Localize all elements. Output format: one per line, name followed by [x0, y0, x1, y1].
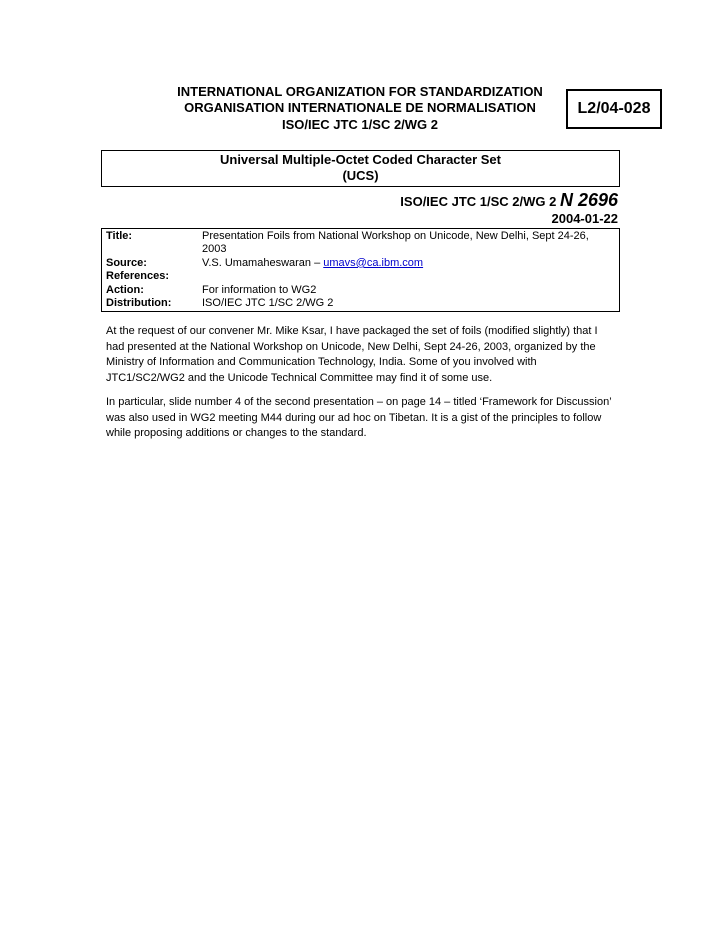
- document-code: L2/04-028: [577, 100, 651, 117]
- org-name-french: ORGANISATION INTERNATIONALE DE NORMALISATION: [184, 100, 536, 115]
- action-label: Action:: [106, 283, 144, 296]
- metadata-row-action: [106, 284, 613, 297]
- wg-document-number: [400, 189, 618, 213]
- source-email-link[interactable]: umavs@ca.ibm.com: [323, 256, 424, 269]
- references-value: [202, 270, 613, 283]
- action-value: For information to WG2: [202, 283, 317, 296]
- ucs-abbreviation: (UCS): [342, 168, 379, 183]
- wg-number: N 2696: [559, 190, 618, 210]
- ucs-title-box: [101, 150, 620, 187]
- source-name: V.S. Umamaheswaran –: [202, 256, 324, 269]
- org-name-english: INTERNATIONAL ORGANIZATION FOR STANDARDIZATION: [177, 84, 543, 99]
- metadata-table: [101, 228, 620, 312]
- wg-number-prefix: ISO/IEC JTC 1/SC 2/WG 2: [400, 194, 560, 209]
- document-code-box: [566, 89, 662, 129]
- ucs-title: Universal Multiple-Octet Coded Character Set: [219, 152, 501, 167]
- distribution-label: Distribution:: [106, 297, 172, 310]
- title-label: Title:: [106, 230, 133, 242]
- metadata-row-source: [106, 257, 613, 270]
- body-paragraph-1: At the request of our convener Mr. Mike Ksar, I have packaged the set of foils (modified slightly) that I had presented at the National Workshop on Unicode, New Delhi, Sept 24-26, 2003, organized by the Ministry of Information and Communication Technology, India. Some of you involved with JTC1/SC2/WG2 and the Unicode Technical Committee may find it of some use.: [106, 325, 598, 384]
- committee-name: ISO/IEC JTC 1/SC 2/WG 2: [281, 117, 439, 132]
- distribution-value: ISO/IEC JTC 1/SC 2/WG 2: [202, 297, 334, 310]
- metadata-row-distribution: [106, 297, 613, 310]
- source-value: [202, 257, 613, 270]
- metadata-row-title: [106, 230, 613, 257]
- source-label: Source:: [106, 256, 147, 269]
- body-paragraph-2: In particular, slide number 4 of the second presentation – on page 14 – titled ‘Framework for Discussion’ was also used in WG2 meeting M44 during our ad hoc on Tibetan. It is a gist of the principles to follow while proposing additions or changes to the standard.: [106, 396, 612, 440]
- metadata-row-references: [106, 270, 613, 283]
- document-date: 2004-01-22: [551, 211, 618, 226]
- title-value: Presentation Foils from National Workshop on Unicode, New Delhi, Sept 24-26, 2003: [202, 230, 589, 256]
- references-label: References:: [106, 270, 169, 283]
